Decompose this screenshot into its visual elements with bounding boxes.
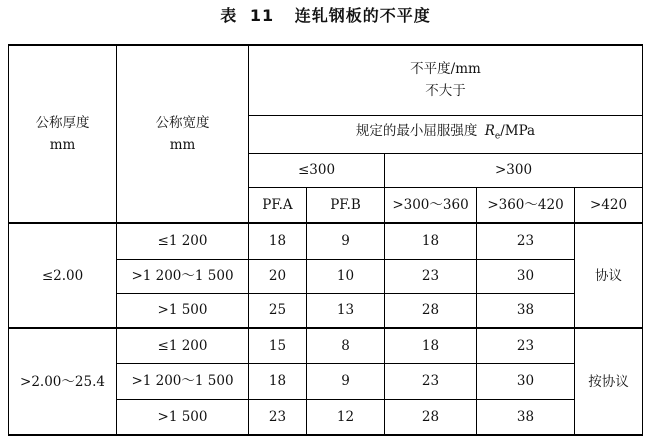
value-360-420: 23 — [477, 328, 575, 363]
header-flatness — [249, 45, 643, 115]
header-group-gt300: >300 — [385, 153, 643, 187]
header-group-le300: ≤300 — [249, 153, 385, 187]
value-360-420: 23 — [477, 223, 575, 259]
pf-b-value: 13 — [307, 293, 385, 328]
header-width-label: 公称宽度 — [155, 115, 210, 131]
column-300-360: >300～360 — [385, 187, 477, 223]
pf-b-value: 10 — [307, 259, 385, 293]
column-360-420: >360～420 — [477, 187, 575, 223]
table-title — [0, 6, 651, 26]
width-cell: >1 500 — [117, 399, 249, 435]
title-text: 连轧钢板的不平度 — [294, 6, 431, 25]
pf-b-value: 12 — [307, 399, 385, 435]
thickness-cell: ≤2.00 — [9, 223, 117, 328]
pf-a-value: 18 — [249, 363, 307, 399]
width-cell: >1 200～1 500 — [117, 259, 249, 293]
column-pf-b: PF.B — [307, 187, 385, 223]
value-300-360: 18 — [385, 328, 477, 363]
pf-a-value: 18 — [249, 223, 307, 259]
header-flatness-note: 不大于 — [425, 83, 466, 100]
header-yield-strength — [249, 115, 643, 153]
header-thickness — [9, 45, 117, 223]
pf-b-value: 8 — [307, 328, 385, 363]
table-row — [9, 328, 643, 363]
width-cell: ≤1 200 — [117, 328, 249, 363]
yield-strength-unit: /MPa — [500, 123, 536, 140]
value-300-360: 18 — [385, 223, 477, 259]
header-thickness-unit: mm — [49, 137, 76, 153]
value-360-420: 30 — [477, 259, 575, 293]
value-300-360: 28 — [385, 293, 477, 328]
column-over-420: >420 — [575, 187, 643, 223]
yield-strength-symbol: R — [484, 123, 495, 140]
agreement-cell: 协议 — [575, 223, 643, 328]
value-300-360: 28 — [385, 399, 477, 435]
value-300-360: 23 — [385, 259, 477, 293]
header-width — [117, 45, 249, 223]
flatness-table — [8, 44, 643, 436]
pf-a-value: 25 — [249, 293, 307, 328]
table-row — [9, 223, 643, 259]
pf-a-value: 20 — [249, 259, 307, 293]
header-thickness-label: 公称厚度 — [35, 115, 90, 131]
header-width-unit: mm — [169, 137, 196, 153]
pf-a-value: 23 — [249, 399, 307, 435]
value-360-420: 38 — [477, 293, 575, 328]
yield-strength-prefix: 规定的最小屈服强度 — [355, 123, 478, 140]
column-pf-a: PF.A — [249, 187, 307, 223]
agreement-cell: 按协议 — [575, 328, 643, 435]
width-cell: ≤1 200 — [117, 223, 249, 259]
value-300-360: 23 — [385, 363, 477, 399]
title-label: 表 — [220, 6, 238, 25]
pf-a-value: 15 — [249, 328, 307, 363]
title-number: 11 — [249, 6, 275, 25]
value-360-420: 30 — [477, 363, 575, 399]
thickness-cell: >2.00～25.4 — [9, 328, 117, 435]
value-360-420: 38 — [477, 399, 575, 435]
width-cell: >1 200～1 500 — [117, 363, 249, 399]
yield-strength-subscript: e — [494, 131, 501, 142]
pf-b-value: 9 — [307, 363, 385, 399]
pf-b-value: 9 — [307, 223, 385, 259]
width-cell: >1 500 — [117, 293, 249, 328]
header-flatness-label: 不平度/mm — [410, 61, 481, 78]
